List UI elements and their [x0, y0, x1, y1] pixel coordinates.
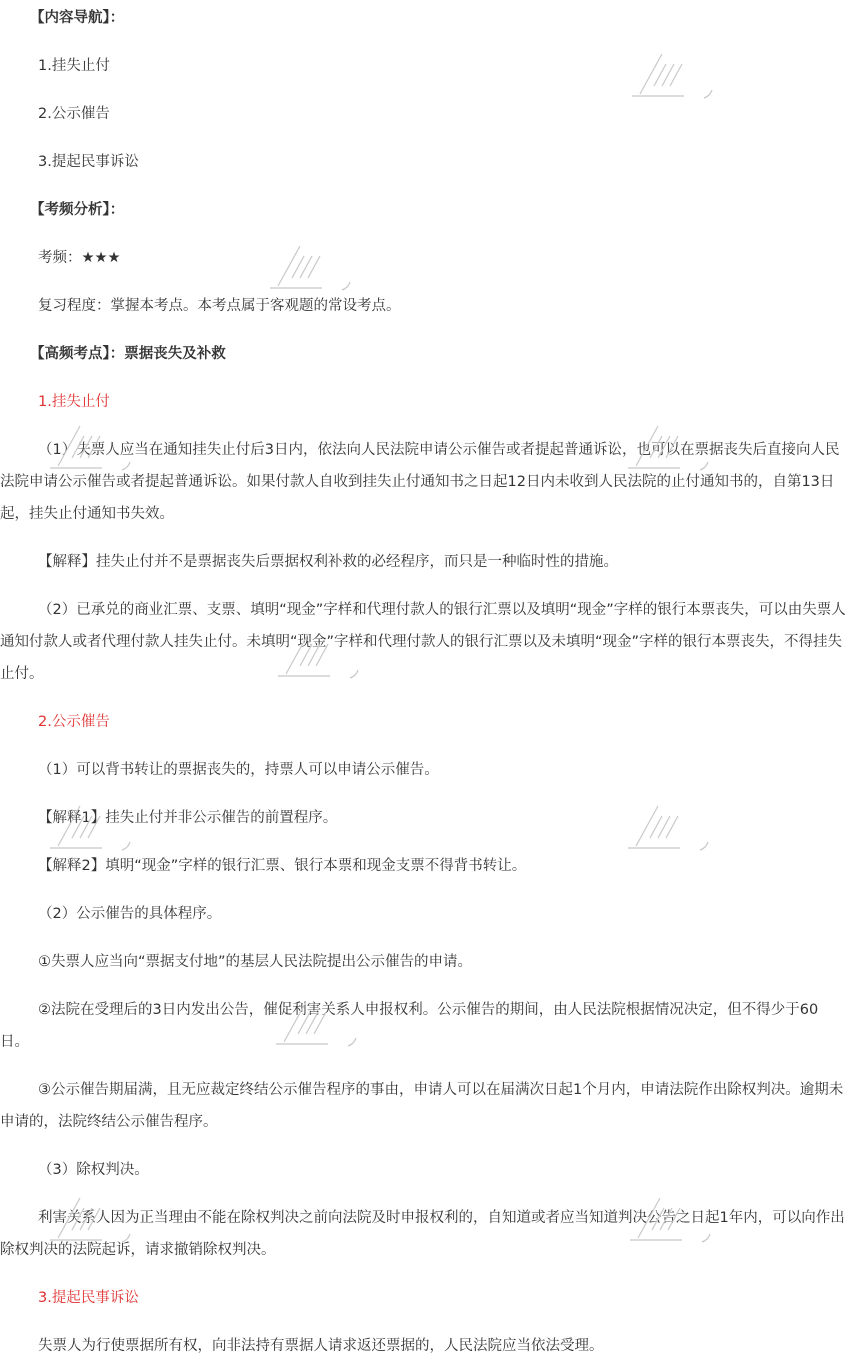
explanation-1: 【解释1】挂失止付并非公示催告的前置程序。: [38, 810, 338, 826]
section-heading-nav: 【内容导航】：: [30, 10, 125, 26]
frequency-rating: 考频：★★★: [38, 250, 121, 266]
nav-item-3: 3.提起民事诉讼: [38, 154, 139, 170]
section-heading-frequency: 【考频分析】：: [30, 202, 125, 218]
paragraph-civil-suit: 失票人为行使票据所有权，向非法持有票据人请求返还票据的，人民法院应当依法受理。: [38, 1338, 604, 1354]
paragraph-judgment: 利害关系人因为正当理由不能在除权判决之前向法院及时申报权利的，自知道或者应当知道判决公告之日起1年内，可以向作出除权判决的法院起诉，请求撤销除权判决。: [0, 1210, 845, 1258]
explanation-loss-report: 【解释】挂失止付并不是票据丧失后票据权利补救的必经程序，而只是一种临时性的措施。: [38, 554, 618, 570]
subheading-public-notice: 2.公示催告: [38, 714, 110, 730]
procedure-step-3: ③公示催告期届满，且无应裁定终结公示催告程序的事由，申请人可以在届满次日起1个月内，申请法院作出除权判决。逾期未申请的，法院终结公示催告程序。: [0, 1082, 844, 1130]
section-heading-topic: 【高频考点】：票据丧失及补救: [30, 346, 226, 362]
paragraph-procedure-heading: （2）公示催告的具体程序。: [38, 906, 222, 922]
paragraph-public-notice-1: （1）可以背书转让的票据丧失的，持票人可以申请公示催告。: [38, 762, 439, 778]
paragraph-judgment-heading: （3）除权判决。: [38, 1162, 149, 1178]
paragraph-loss-report-1: （1）失票人应当在通知挂失止付后3日内，依法向人民法院申请公示催告或者提起普通诉讼，也可以在票据丧失后直接向人民法院申请公示催告或者提起普通诉讼。如果付款人自收到挂失止付通知书之日起12日内未收到人民法院的止付通知书的，自第13日起，挂失止付通知书失效。: [0, 442, 840, 522]
explanation-2: 【解释2】填明“现金”字样的银行汇票、银行本票和现金支票不得背书转让。: [38, 858, 527, 874]
review-level: 复习程度：掌握本考点。本考点属于客观题的常设考点。: [38, 298, 401, 314]
nav-item-2: 2.公示催告: [38, 106, 110, 122]
subheading-civil-suit: 3.提起民事诉讼: [38, 1290, 139, 1306]
procedure-step-1: ①失票人应当向“票据支付地”的基层人民法院提出公示催告的申请。: [38, 954, 473, 970]
paragraph-loss-report-2: （2）已承兑的商业汇票、支票、填明“现金”字样和代理付款人的银行汇票以及填明“现金”字样的银行本票丧失，可以由失票人通知付款人或者代理付款人挂失止付。未填明“现金”字样和代理付款人的银行汇票以及未填明“现金”字样的银行本票丧失，不得挂失止付。: [0, 602, 846, 682]
procedure-step-2: ②法院在受理后的3日内发出公告，催促利害关系人申报权利。公示催告的期间，由人民法院根据情况决定，但不得少于60日。: [0, 1002, 819, 1050]
nav-item-1: 1.挂失止付: [38, 58, 110, 74]
subheading-loss-report: 1.挂失止付: [38, 394, 110, 410]
